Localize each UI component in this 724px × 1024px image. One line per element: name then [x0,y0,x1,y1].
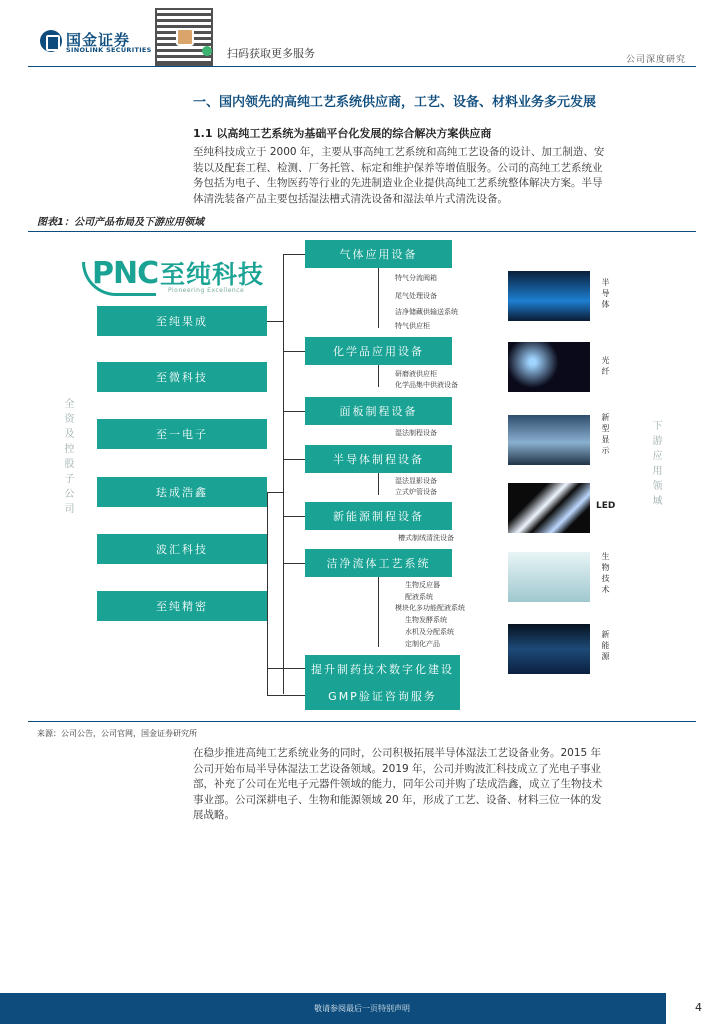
product-item: 生物反应器 [405,581,440,589]
paragraph-line: 体清洗装备产品主要包括湿法槽式清洗设备和湿法单片式清洗设备。 [193,192,508,205]
application-label: LED [596,501,616,511]
product-box: 化学品应用设备 [305,337,452,365]
product-item: 定制化产品 [405,640,440,648]
subsidiary-box: 至微科技 [97,362,267,392]
product-box: 新能源制程设备 [305,502,452,530]
application-label: 新型显示 [601,413,610,457]
led-image [508,483,590,533]
product-item: 特气供应柜 [395,322,430,330]
product-item: 湿法制程设备 [395,429,437,437]
item-connector [378,473,379,495]
report-type: 公司深度研究 [625,55,686,65]
paragraph-2 [193,746,688,824]
product-item: 立式炉管设备 [395,488,437,496]
product-box: GMP验证咨询服务 [305,682,460,710]
left-side-label: 全资及控股子公司 [62,398,73,518]
product-item: 化学品集中供液设备 [395,381,458,389]
company-logo-icon [40,30,62,52]
section-title: 一、国内领先的高纯工艺系统供应商，工艺、设备、材料业务多元发展 [193,95,597,110]
application-label: 光纤 [601,356,610,378]
pnc-logo-tagline: Pioneering Excellence [168,287,245,294]
connector [283,516,305,517]
footer-disclaimer[interactable]: 敬请参阅最后一页特别声明 [314,1004,410,1013]
product-box: 气体应用设备 [305,240,452,268]
connector [283,351,305,352]
pnc-logo-cn: 至纯科技 [160,260,265,289]
company-name-en: SINOLINK SECURITIES [66,46,152,54]
scan-text: 扫码获取更多服务 [227,47,315,60]
subsidiary-box: 至纯果成 [97,306,267,336]
connector-trunk [283,254,284,694]
connector [267,668,305,669]
paragraph-line: 装以及配套工程、检测、厂务托管、标定和维护保养等增值服务。公司的高纯工艺系统业 [193,161,603,174]
figure-source: 来源：公司公告，公司官网，国金证券研究所 [37,729,197,738]
product-item: 水机及分配系统 [405,628,454,636]
display-image [508,415,590,465]
connector [283,411,305,412]
item-connector [378,268,379,328]
paragraph-line: 公司开始布局半导体湿法工艺设备领域。2019 年，公司并购波汇科技成立了光电子事业 [193,762,602,775]
header-rule [28,66,696,67]
right-side-label: 下游应用领域 [650,420,661,510]
subsidiary-box: 波汇科技 [97,534,267,564]
paragraph-line: 务包括为电子、生物医药等行业的先进制造业企业提供高纯工艺系统整体解决方案。半导 [193,177,603,189]
biotech-image [508,552,590,602]
paragraph-line: 在稳步推进高纯工艺系统业务的同时，公司积极拓展半导体湿法工艺设备业务。2015 年 [193,747,602,759]
figure-label: 图表1：公司产品布局及下游应用领域 [37,217,204,228]
connector-lower [267,492,268,695]
connector [283,563,305,564]
connector [267,321,283,322]
connector [283,459,305,460]
product-box: 洁净流体工艺系统 [305,549,452,577]
paragraph-line: 至纯科技成立于 2000 年，主要从事高纯工艺系统和高纯工艺设备的设计、加工制造、安 [193,146,605,158]
product-box: 面板制程设备 [305,397,452,425]
paragraph-line: 部，补充了公司在光电子元器件领域的能力，同年公司并购了珐成浩鑫，成立了生物技术 [193,778,603,790]
product-item: 生物发酵系统 [405,616,447,624]
page-number: 4 [695,1001,702,1014]
application-label: 新能源 [601,630,610,663]
fiber-optic-image [508,342,590,392]
connector [267,492,283,493]
subsidiary-box: 珐成浩鑫 [97,477,267,507]
application-label: 生物技术 [601,552,610,596]
product-item: 槽式制绒清洗设备 [398,534,454,542]
paragraph-line: 事业部。公司深耕电子、生物和能源领域 20 年，形成了工艺、设备、材料三位一体的发 [193,793,602,806]
qr-badge-icon [202,46,212,56]
product-item: 尾气处理设备 [395,292,437,300]
product-item: 特气分流阀箱 [395,274,437,282]
figure-top-rule [28,231,696,232]
connector [267,695,305,696]
product-item: 湿法显影设备 [395,477,437,485]
application-label: 半导体 [601,278,610,311]
paragraph-line: 展战略。 [193,809,235,821]
product-item: 研磨液供应柜 [395,370,437,378]
new-energy-image [508,624,590,674]
product-item: 配液系统 [405,593,433,601]
paragraph-1 [193,145,688,207]
item-connector [378,365,379,387]
pnc-logo-text: PNC [92,256,159,291]
connector [283,254,305,255]
product-box: 提升制药技术数字化建设 [305,655,460,683]
product-item: 洁净储藏供输送系统 [395,308,458,316]
product-box: 半导体制程设备 [305,445,452,473]
section-subtitle: 1.1 以高纯工艺系统为基础平台化发展的综合解决方案供应商 [193,127,492,140]
subsidiary-box: 至纯精密 [97,591,267,621]
company-name-cn: 国金证券 [66,31,131,49]
subsidiary-box: 至一电子 [97,419,267,449]
item-connector [378,577,379,647]
figure-bottom-rule [28,721,696,722]
qr-center-logo-icon [176,28,194,46]
semiconductor-image [508,271,590,321]
product-item: 模块化多功能配液系统 [395,604,465,612]
